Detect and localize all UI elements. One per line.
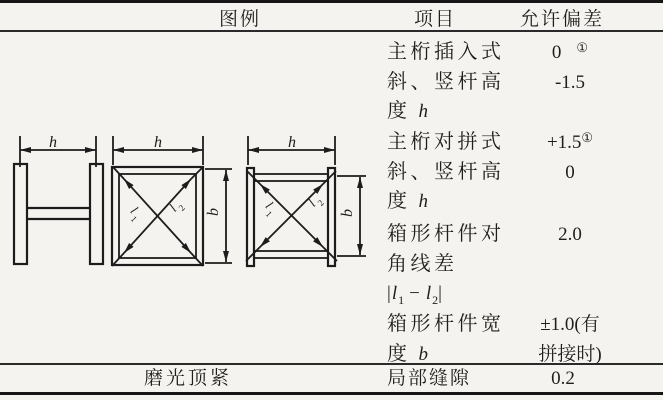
diagonal-overshoot: [191, 167, 203, 179]
dimension-label-h: h: [154, 134, 162, 151]
row2-item-line: 主桁对拼式: [387, 131, 505, 153]
row4-tolerance-line: 拼接时): [538, 343, 602, 365]
footer-item-cell: 局部缝隙: [387, 368, 472, 389]
diagonal-label-l1: [125, 203, 146, 224]
row2-tolerance-cell: [515, 128, 625, 187]
legend-figures: [0, 125, 380, 300]
diagonal-difference-formula: $|l_1 - l_2|$: [387, 283, 443, 307]
column-header-tolerance: 允许偏差: [519, 9, 605, 30]
row4-item-line: 箱形杆件宽: [387, 313, 505, 335]
box-bottom-plate: [254, 251, 328, 258]
svg-text:l: l: [304, 196, 319, 210]
svg-text:l: l: [127, 203, 142, 217]
row2-item-line: 斜、竖杆高: [387, 160, 505, 183]
table-top-border: [0, 0, 663, 3]
footnote-mark: ①: [581, 130, 594, 145]
variable-l1: l: [391, 283, 399, 304]
row2-item-text: 度: [387, 190, 411, 212]
row2-tolerance-lower: 0: [565, 161, 575, 183]
variable-l2: l: [425, 283, 433, 304]
svg-text:1: 1: [128, 213, 139, 224]
dimension-label-h: h: [49, 134, 57, 151]
row1-item-line: 主桁插入式: [387, 41, 505, 63]
dimension-label-h: h: [288, 134, 296, 151]
row4-tolerance-line: ±1.0(有: [540, 314, 600, 335]
svg-text:2: 2: [176, 202, 187, 213]
row1-tolerance-cell: [515, 38, 625, 97]
svg-text:2: 2: [315, 197, 326, 208]
svg-text:l: l: [165, 201, 180, 215]
row4-item-text: 度: [387, 342, 411, 365]
box-top-plate: [254, 174, 328, 181]
footnote-mark: ①: [576, 40, 589, 55]
row3-item-line: 箱形杆件对: [387, 223, 505, 245]
variable-h: h: [418, 191, 428, 212]
row3-tolerance-cell: [515, 220, 625, 250]
row2-tolerance-upper: +1.5①: [546, 130, 594, 153]
column-header-legend: 图例: [218, 9, 262, 30]
row2-item-line: [387, 187, 537, 217]
box-right-plate: [328, 168, 335, 266]
dimension-label-b: b: [205, 208, 222, 216]
row1-item-line: 斜、竖杆高: [387, 70, 505, 93]
row1-tolerance-upper: 0 ①: [551, 40, 589, 63]
dimension-label-b: b: [339, 209, 356, 217]
diagonal-label-l2: [305, 192, 326, 213]
variable-b: b: [418, 343, 428, 365]
row4-tolerance-cell: [515, 310, 625, 369]
row3-item-line: 角线差: [387, 252, 458, 275]
svg-text:l: l: [262, 198, 277, 212]
footer-tolerance-cell: 0.2: [551, 368, 575, 389]
column-header-item: 项目: [413, 9, 457, 30]
row3-tolerance-value: 2.0: [558, 224, 582, 245]
h-section-right-flange: [90, 164, 103, 264]
figure-h-section: [14, 134, 103, 264]
svg-text:1: 1: [263, 208, 274, 219]
h-section-left-flange: [14, 164, 27, 264]
row1-item-text: 度: [387, 100, 411, 122]
figure-box-spliced: [246, 134, 366, 266]
box-left-plate: [247, 168, 254, 266]
row1-tolerance-lower: -1.5: [554, 71, 586, 93]
footer-legend-cell: 磨光顶紧: [143, 368, 233, 389]
figure-box-inserted: [112, 134, 232, 266]
row1-item-line: [387, 97, 537, 127]
variable-h: h: [418, 101, 428, 122]
diagonal-label-l2: [166, 197, 187, 218]
